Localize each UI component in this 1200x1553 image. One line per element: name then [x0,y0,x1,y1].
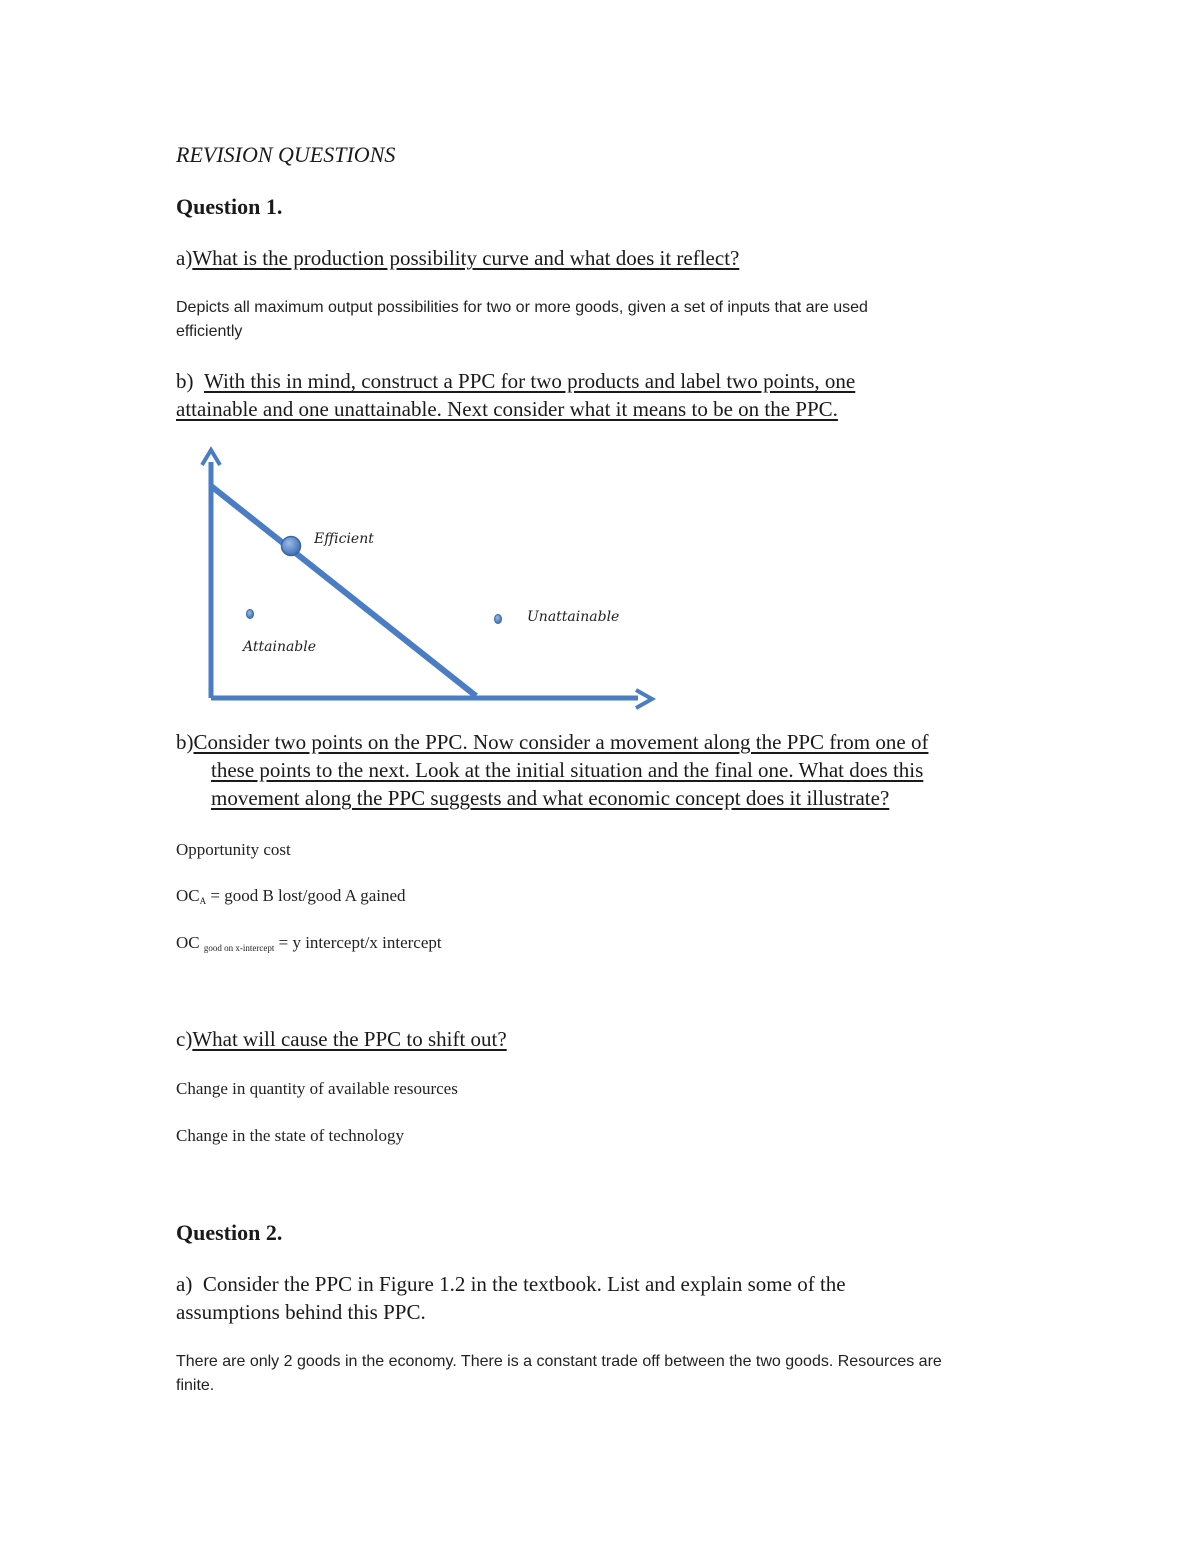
q1-part-c-question [176,1027,507,1052]
page-title: REVISION QUESTIONS [176,142,396,167]
attainable-label: Attainable [243,639,317,655]
q1-part-a-label: a) [176,246,193,270]
oc-x-subscript: good on x-intercept [203,943,275,953]
q1-part-b2-line3: movement along the PPC suggests and what economic concept does it illustrate? [211,786,890,810]
unattainable-label: Unattainable [527,609,620,625]
q2-part-a-answer-line2: finite. [176,1377,215,1394]
q1-part-b1-line1: With this in mind, construct a PPC for two products and label two points, one [204,369,856,393]
oc-a-rest: = good B lost/good A gained [210,886,406,905]
q1-part-b1-line2: attainable and one unattainable. Next consider what it means to be on the PPC. [176,397,838,421]
q1-part-b2-answer-opportunity-cost: Opportunity cost [176,840,291,859]
q1-part-b2-label: b) [176,730,194,754]
q1-part-c-answer1: Change in quantity of available resources [176,1079,458,1098]
q1-part-a-answer-line1: Depicts all maximum output possibilities for two or more goods, given a set of inputs that are used [176,299,868,316]
q1-part-c-label: c) [176,1027,193,1051]
attainable-point [247,610,254,619]
q2-part-a-line1: Consider the PPC in Figure 1.2 in the textbook. List and explain some of the [202,1272,846,1296]
efficient-label: Efficient [314,531,374,547]
q2-part-a-label: a) [176,1272,193,1296]
q1-part-a-text: What is the production possibility curve and what does it reflect? [192,246,740,270]
q1-part-b2-oc-x-formula [176,933,442,953]
q1-part-b1-label: b) [176,369,194,393]
ppc-diagram [0,0,1200,760]
x-axis-arrow-icon [636,690,652,708]
oc-x-rest: = y intercept/x intercept [278,933,442,952]
q2-part-a-question-line2: assumptions behind this PPC. [176,1300,426,1324]
q1-part-b2-question-line2 [211,758,923,783]
q2-part-a-question-line1 [176,1272,846,1297]
oc-a-subscript: A [199,896,207,906]
q1-part-b2-question-line1 [176,730,928,755]
q2-part-a-answer-line1: There are only 2 goods in the economy. There is a constant trade off between the two goods. Resources are [176,1353,942,1370]
q1-part-c-answer2: Change in the state of technology [176,1126,405,1145]
q1-part-b2-oc-a-formula [176,886,406,906]
question-2-heading: Question 2. [176,1220,283,1245]
q2-part-a-answer [176,1350,1036,1398]
unattainable-point [495,615,502,624]
efficient-point [282,537,301,556]
question-1-heading: Question 1. [176,194,283,219]
q1-part-b2-question-line3 [211,786,889,811]
oc-x-prefix: OC [176,933,200,952]
oc-a-prefix: OC [176,886,200,905]
ppc-curve [211,486,476,696]
q1-part-b2-line1: Consider two points on the PPC. Now consider a movement along the PPC from one of [193,730,929,754]
q1-part-a-answer-line2: efficiently [176,323,243,340]
q1-part-c-text: What will cause the PPC to shift out? [192,1027,507,1051]
q1-part-b2-line2: these points to the next. Look at the initial situation and the final one. What does this [211,758,924,782]
